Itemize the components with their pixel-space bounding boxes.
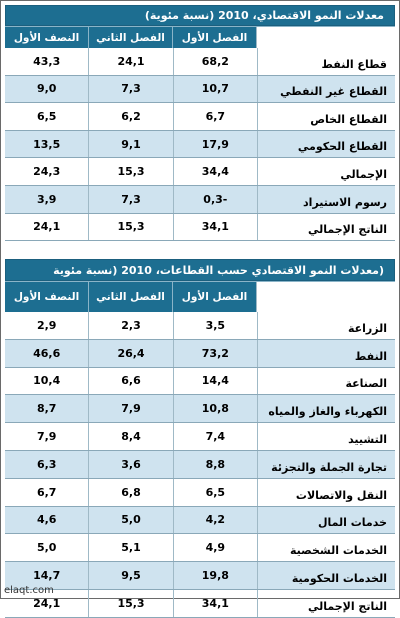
table-row	[5, 103, 395, 131]
table-row	[5, 562, 395, 590]
table-row	[5, 479, 395, 507]
cell-q2: 5,0	[88, 507, 172, 534]
cell-q2: 15,3	[88, 214, 172, 241]
cell-h1: 9,0	[36, 82, 57, 96]
cell-q1: -0,3	[173, 186, 257, 213]
cell-q1: 34,1	[173, 590, 257, 617]
cell-q2: 9,5	[88, 562, 172, 589]
cell-h1: 4,6	[36, 513, 57, 527]
cell-q2: 6,6	[88, 368, 172, 395]
cell-q2: 6,8	[88, 479, 172, 506]
row-label: الخدمات الشخصية	[257, 534, 395, 561]
cell-h1: 8,7	[36, 402, 57, 416]
table-row	[5, 590, 395, 618]
table-row	[5, 368, 395, 396]
cell-q2: 5,1	[88, 534, 172, 561]
header-q2: الفصل الثاني	[88, 27, 172, 48]
row-label: القطاع غير النفطي	[257, 76, 395, 103]
cell-h1: 43,3	[33, 54, 61, 68]
header-h1: النصف الأول	[13, 291, 80, 303]
cell-h1: 10,4	[33, 374, 61, 388]
cell-q1: 73,2	[173, 340, 257, 367]
table-row	[5, 158, 395, 186]
table-row	[5, 214, 395, 242]
row-label: الإجمالي	[257, 158, 395, 185]
row-label: النقل والاتصالات	[257, 479, 395, 506]
cell-q1: 68,2	[173, 48, 257, 75]
cell-h1: 3,9	[36, 192, 57, 206]
table-title-text: معدلات النمو الاقتصادي، 2010 (نسبة مئوية)	[144, 9, 384, 22]
cell-h1: 46,6	[33, 346, 61, 360]
table-header-row	[5, 26, 395, 48]
header-q2: الفصل الثاني	[88, 282, 172, 312]
cell-h1: 6,3	[36, 457, 57, 471]
row-label: تجارة الجملة والتجزئة	[257, 451, 395, 478]
table-title	[5, 259, 395, 281]
cell-q2: 7,3	[88, 186, 172, 213]
cell-q2: 24,1	[88, 48, 172, 75]
header-h1: النصف الأول	[13, 31, 80, 44]
row-label: رسوم الاستيراد	[257, 186, 395, 213]
cell-q2: 6,2	[88, 103, 172, 130]
row-label: خدمات المال	[257, 507, 395, 534]
cell-q1: 19,8	[173, 562, 257, 589]
header-label-cell	[256, 282, 395, 312]
header-q1: الفصل الأول	[172, 282, 256, 312]
table-row	[5, 312, 395, 340]
cell-q2: 3,6	[88, 451, 172, 478]
row-label: الخدمات الحكومية	[257, 562, 395, 589]
row-label: القطاع الخاص	[257, 103, 395, 130]
row-label: القطاع الحكومي	[257, 131, 395, 158]
cell-q1: 34,1	[173, 214, 257, 241]
cell-h1: 2,9	[36, 318, 57, 332]
table-row	[5, 48, 395, 76]
cell-q1: 10,8	[173, 395, 257, 422]
table-title-text: (معدلات النمو الاقتصادي حسب القطاعات، 2010 (نسبة مئوية	[53, 263, 384, 277]
watermark: elaqt.com	[4, 585, 54, 596]
cell-h1: 6,5	[36, 109, 57, 123]
table-row	[5, 507, 395, 535]
cell-q2: 15,3	[88, 590, 172, 617]
row-label: الصناعة	[257, 368, 395, 395]
sector-growth-table	[5, 259, 395, 618]
cell-h1: 7,9	[36, 430, 57, 444]
cell-h1: 24,1	[33, 596, 61, 610]
cell-h1: 24,3	[33, 165, 61, 179]
cell-q1: 4,9	[173, 534, 257, 561]
cell-q1: 4,2	[173, 507, 257, 534]
cell-h1: 5,0	[36, 541, 57, 555]
table-row	[5, 395, 395, 423]
cell-q1: 34,4	[173, 158, 257, 185]
row-label: التشييد	[257, 423, 395, 450]
cell-q1: 8,8	[173, 451, 257, 478]
cell-q2: 8,4	[88, 423, 172, 450]
row-label: قطاع النفط	[257, 48, 395, 75]
cell-q2: 2,3	[88, 312, 172, 339]
table-row	[5, 131, 395, 159]
cell-q1: 10,7	[173, 76, 257, 103]
cell-h1: 6,7	[36, 485, 57, 499]
row-label: الناتج الإجمالي	[257, 590, 395, 617]
row-label: النفط	[257, 340, 395, 367]
cell-q2: 7,9	[88, 395, 172, 422]
cell-q1: 14,4	[173, 368, 257, 395]
cell-q2: 7,3	[88, 76, 172, 103]
cell-q1: 7,4	[173, 423, 257, 450]
table-row	[5, 534, 395, 562]
row-label: الكهرباء والغاز والمياه	[257, 395, 395, 422]
cell-h1: 24,1	[33, 220, 61, 234]
growth-rates-table	[5, 5, 395, 241]
table-header-row	[5, 281, 395, 312]
cell-q1: 6,5	[173, 479, 257, 506]
table-row	[5, 423, 395, 451]
header-q1: الفصل الأول	[172, 27, 256, 48]
cell-h1: 14,7	[33, 569, 61, 583]
table-row	[5, 76, 395, 104]
table-row	[5, 186, 395, 214]
cell-q2: 26,4	[88, 340, 172, 367]
cell-q1: 6,7	[173, 103, 257, 130]
cell-h1: 13,5	[33, 137, 61, 151]
header-label-cell	[256, 27, 395, 48]
cell-q1: 17,9	[173, 131, 257, 158]
row-label: الناتج الإجمالي	[257, 214, 395, 241]
table-row	[5, 340, 395, 368]
cell-q1: 3,5	[173, 312, 257, 339]
table-title	[5, 5, 395, 26]
cell-q2: 15,3	[88, 158, 172, 185]
table-row	[5, 451, 395, 479]
cell-q2: 9,1	[88, 131, 172, 158]
row-label: الزراعة	[257, 312, 395, 339]
